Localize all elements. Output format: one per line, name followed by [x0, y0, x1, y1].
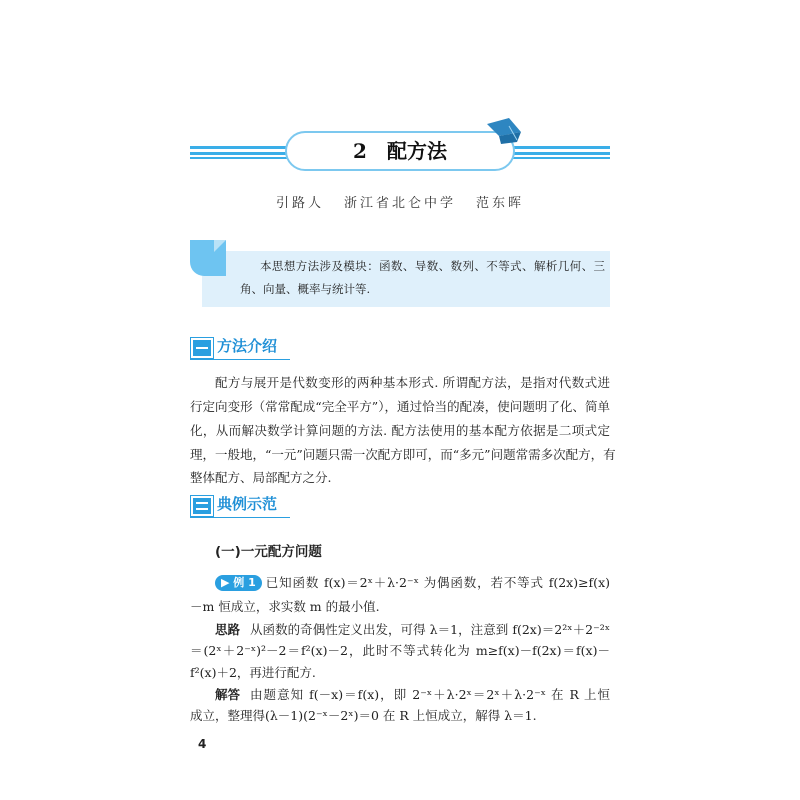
- example-line: －m 恒成立，求实数 m 的最小值.: [190, 599, 380, 614]
- subsection-title: (一)一元配方问题: [215, 544, 322, 560]
- chapter-number: 2: [353, 139, 367, 163]
- section-title: 方法介绍: [217, 337, 278, 355]
- paragraph-line: 整体配方、局部配方之分.: [190, 470, 332, 485]
- answer-label: 解答: [215, 687, 241, 702]
- chapter-title-text: 配方法: [386, 139, 447, 163]
- intro-tab-fold: [214, 240, 226, 252]
- paragraph-line: 化，从而解决数学计算问题的方法. 配方法使用的基本配方依据是二项式定: [190, 423, 610, 438]
- byline: [0, 192, 800, 211]
- section-number-icon: [190, 337, 214, 359]
- idea-line: ＝(2ˣ＋2⁻ˣ)²－2＝f²(x)－2，此时不等式转化为 m≥f(x)－f(2x)＝f(x)－: [190, 643, 610, 658]
- example-badge: ▶ 例 1: [215, 575, 262, 591]
- example-text: 已知函数 f(x)＝2ˣ＋λ·2⁻ˣ 为偶函数，若不等式 f(2x)≥f(x): [265, 575, 610, 590]
- paragraph-line: 配方与展开是代数变形的两种基本形式. 所谓配方法，是指对代数式进: [215, 375, 610, 390]
- idea-line: f²(x)＋2，再进行配方.: [190, 665, 316, 680]
- idea-line: [215, 621, 610, 639]
- chapter-title: [285, 131, 515, 171]
- answer-text: 由题意知 f(－x)＝f(x)，即 2⁻ˣ＋λ·2ˣ＝2ˣ＋λ·2⁻ˣ 在 R 上恒: [250, 687, 610, 702]
- byline-author: 范东晖: [476, 196, 525, 211]
- answer-line: 成立，整理得(λ－1)(2⁻ˣ－2ˣ)＝0 在 R 上恒成立，解得 λ＝1.: [190, 708, 537, 723]
- idea-text: 从函数的奇偶性定义出发，可得 λ＝1，注意到 f(2x)＝2²ˣ＋2⁻²ˣ: [250, 622, 610, 637]
- example-line: [215, 574, 610, 592]
- section-title: 典例示范: [217, 495, 278, 513]
- intro-line: 本思想方法涉及模块：函数、导数、数列、不等式、解析几何、三: [260, 259, 605, 273]
- byline-school: 浙江省北仑中学: [343, 196, 456, 211]
- section-number-icon: [190, 495, 214, 517]
- paragraph-line: 行定向变形（常常配成“完全平方”），通过恰当的配凑，使问题明了化、简单: [190, 399, 610, 414]
- graduation-cap-icon: [487, 118, 523, 146]
- byline-role: 引路人: [275, 196, 324, 211]
- answer-line: [215, 686, 610, 704]
- example-badge-label: 例 1: [233, 576, 256, 589]
- idea-label: 思路: [215, 622, 241, 637]
- page-number: 4: [198, 737, 207, 751]
- paragraph-line: 理，一般地，“一元”问题只需一次配方即可，而“多元”问题常需多次配方，有: [190, 447, 616, 462]
- intro-line: 角、向量、概率与统计等.: [240, 282, 371, 296]
